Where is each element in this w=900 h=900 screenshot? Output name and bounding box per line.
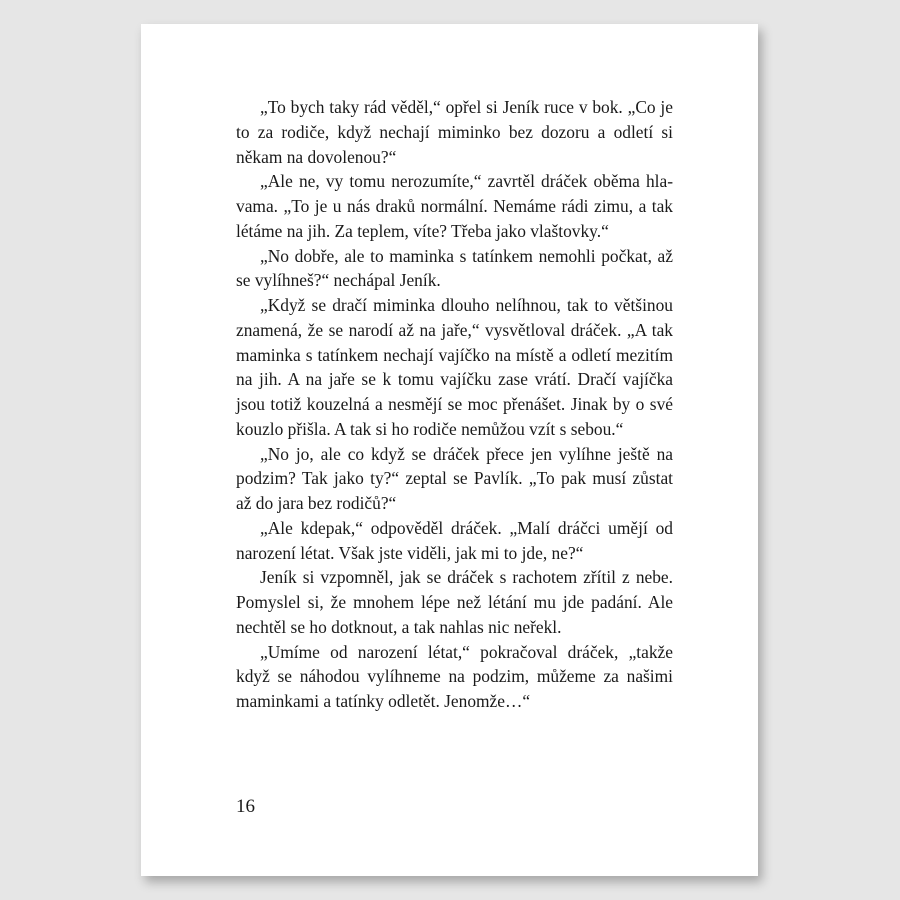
paragraph: „Umíme od narození létat,“ pokračoval dráček, „takže když se náhodou vylíhneme na podzim, můžeme za našimi maminkami a tatínky odletět. Jenomže…“ (236, 641, 673, 711)
body-text (236, 95, 673, 714)
paragraph: „Ale ne, vy tomu nerozumíte,“ zavrtěl dráček oběma hlavama. „To je u nás draků normální. Nemáme rádi zimu, a tak létáme na jih. Za teplem, víte? Třeba jako vlaštovky.“ (236, 171, 673, 241)
paragraph: „No jo, ale co když se dráček přece jen vylíhne ještě na podzim? Tak jako ty?“ zeptal se Pavlík. „To pak musí zůstat až do jara bez rodičů?“ (236, 443, 673, 513)
paragraph: Jeník si vzpomněl, jak se dráček s rachotem zřítil z nebe. Pomyslel si, že mnohem lépe než létání mu jde padání. Ale nechtěl se ho dotknout, a tak nahlas nic neřekl. (236, 567, 673, 637)
page-number: 16 (236, 796, 255, 817)
paragraph: „Ale kdepak,“ odpověděl dráček. „Malí dráčci umějí od narození létat. Však jste viděli, jak mi to jde, ne?“ (236, 517, 673, 563)
paragraph: „Když se dračí miminka dlouho nelíhnou, tak to většinou znamená, že se narodí až na jaře,“ vysvětloval dráček. „A tak maminka s tatínkem nechají vajíčko na místě a odletí mezitím na jih. A na jaře se k tomu vajíčku zase vrátí. Dračí vajíčka jsou totiž kouzelná a nesmějí se moc přenášet. Jinak by o své kouzlo přišla. A tak si ho rodiče nemůžou vzít s sebou.“ (236, 295, 673, 439)
paragraph: „To bych taky rád věděl,“ opřel si Jeník ruce v bok. „Co je to za rodiče, když nechají miminko bez dozoru a odletí si někam na dovolenou?“ (236, 97, 673, 167)
paragraph: „No dobře, ale to maminka s tatínkem nemohli počkat, až se vylíhneš?“ nechápal Jeník. (236, 245, 673, 291)
book-page (141, 24, 758, 876)
